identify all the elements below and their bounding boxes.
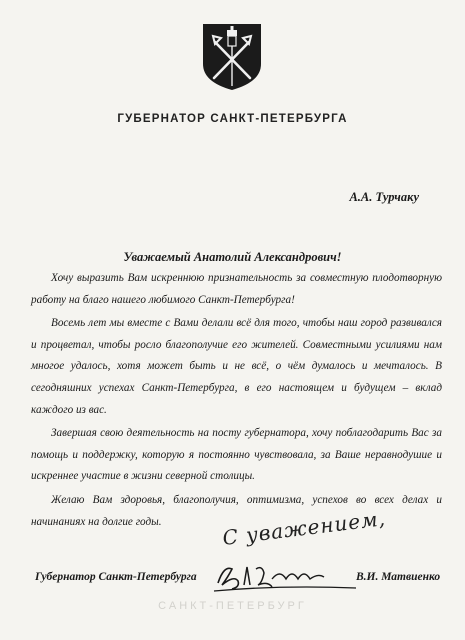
watermark-text: САНКТ-ПЕТЕРБУРГ — [158, 600, 307, 612]
paragraph: Завершая свою деятельность на посту губернатора, хочу поблагодарить Вас за помощь и поддержку, которую я постоянно чувствовала, за Ваше неравнодушие и искреннее участие в жизни северной столицы. — [31, 427, 442, 483]
paragraph: Хочу выразить Вам искреннюю признательность за совместную плодотворную работу на благо нашего любимого Санкт-Петербурга! — [31, 272, 442, 306]
signatory-name: В.И. Матвиенко — [356, 571, 441, 583]
salutation: Уважаемый Анатолий Александрович! — [123, 250, 342, 264]
paragraph: Восемь лет мы вместе с Вами делали всё для того, чтобы наш город развивался и процветал, чтобы росло благополучие его жителей. Совместными усилиями нам многое удалось, хотя может быть и не всё, о чём думалось и мечталось. В сегодняшних успехах Санкт-Петербурга, в его настоящем и будущем – вклад каждого из вас. — [31, 317, 442, 416]
addressee: А.А. Турчаку — [349, 190, 419, 204]
signatory-role: Губернатор Санкт-Петербурга — [35, 571, 197, 583]
coat-of-arms-icon — [199, 20, 265, 92]
signature-icon — [210, 555, 360, 595]
letter-body — [31, 268, 442, 535]
letterhead-title: ГУБЕРНАТОР САНКТ-ПЕТЕРБУРГА — [117, 113, 348, 125]
paragraph: Желаю Вам здоровья, благополучия, оптимизма, успехов во всех делах и начинаниях на долгие годы. — [31, 493, 442, 528]
handwritten-closing: С уважением, — [221, 506, 388, 550]
